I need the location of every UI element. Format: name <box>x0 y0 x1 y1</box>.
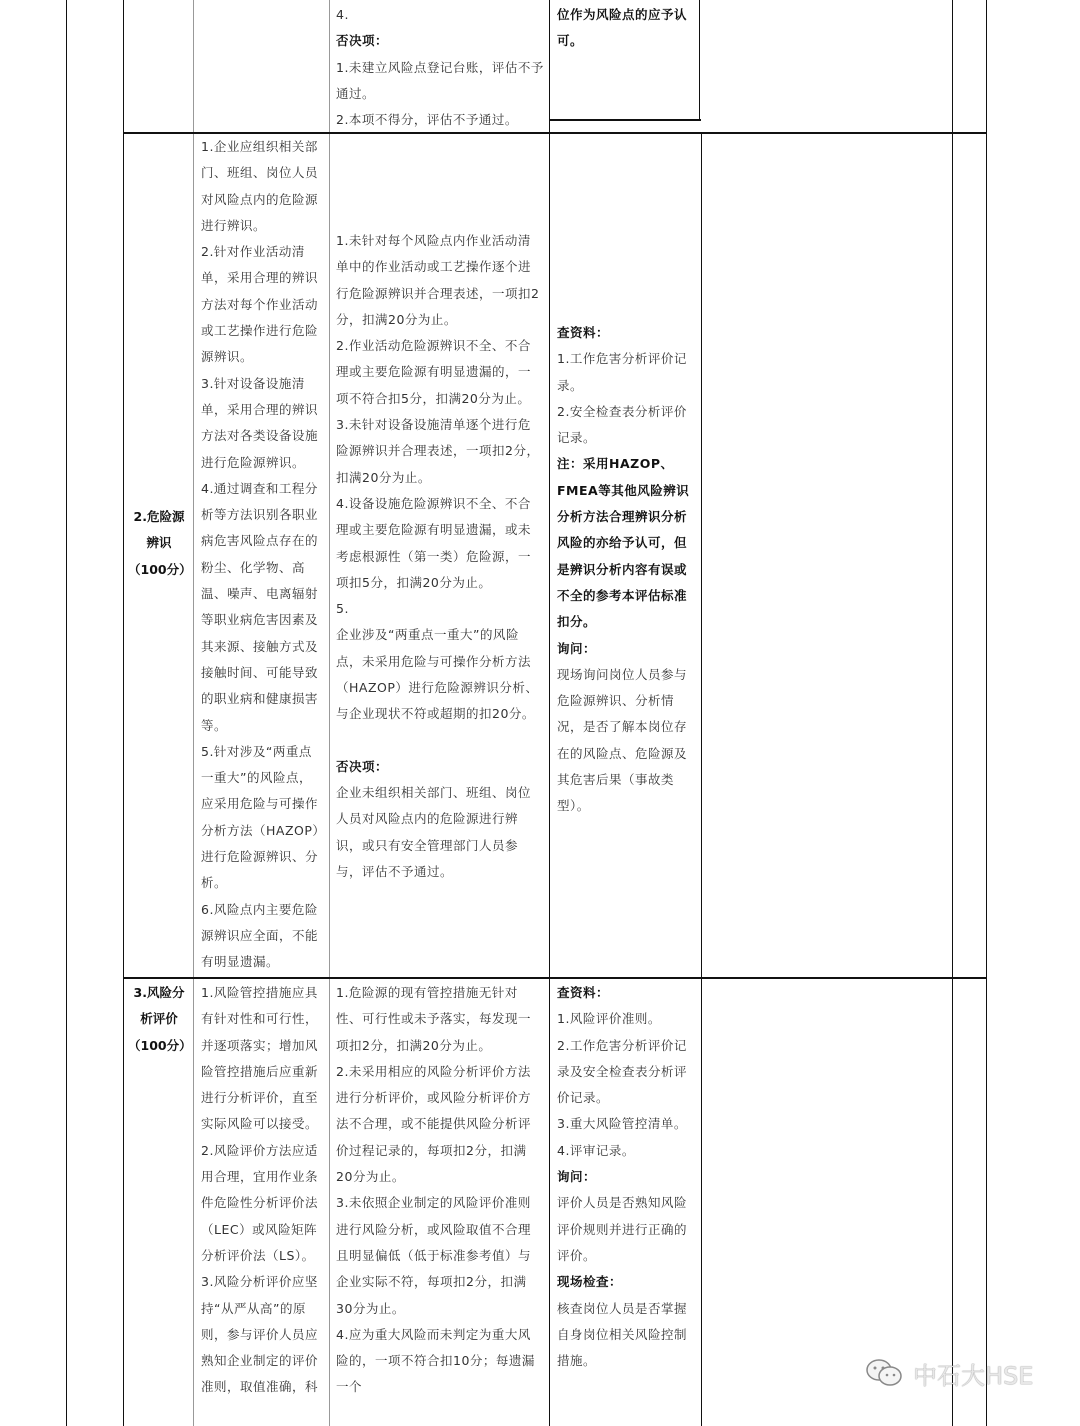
list-item: 1.企业应组织相关部门、班组、岗位人员对风险点内的危险源进行辨识。 <box>201 139 319 233</box>
section-title-hazard-identification: 2.危险源辨识（100分） <box>128 509 192 577</box>
list-item: 3.重大风险管控清单。 <box>557 1116 687 1132</box>
list-item: 企业涉及“两重点一重大”的风险点，未采用危险与可操作分析方法（HAZOP）进行危险源辨识分析、与企业现状不符或超期的扣20分。 <box>336 627 539 722</box>
row3-method <box>557 980 695 1374</box>
section-title-risk-assessment: 3.风险分析评价（100分） <box>128 985 192 1053</box>
list-item: 2.作业活动危险源辨识不全、不合理或主要危险源有明显遗漏的，一项不符合扣5分，扣满20分为止。 <box>336 338 532 406</box>
list-item: 2.针对作业活动清单，采用合理的辨识方法对每个作业活动或工艺操作进行危险源辨识。 <box>201 244 319 365</box>
list-item: 4.应为重大风险而未判定为重大风险的，一项不符合扣10分；每遗漏一个 <box>336 1326 535 1395</box>
method-note: 注：采用HAZOP、FMEA等其他风险辨识分析方法合理辨识分析风险的亦给予认可，但是辨识分析内容有误或不全的参考本评估标准扣分。 <box>557 456 690 630</box>
list-item: 3.针对设备设施清单，采用合理的辨识方法对各类设备设施进行危险源辨识。 <box>201 375 319 470</box>
method-label: 现场检查： <box>557 1274 623 1290</box>
wechat-icon <box>865 1358 903 1388</box>
list-item: 1.危险源的现有管控措施无针对性、可行性或未予落实，每发现一项扣2分，扣满20分为止。 <box>336 985 532 1053</box>
grid-line-v6b <box>699 0 700 120</box>
list-item: 1.未针对每个风险点内作业活动清单中的作业活动或工艺操作逐个进行危险源辨识并合理表述，一项扣2分，扣满20分为止。 <box>336 233 540 327</box>
list-item: 4.评审记录。 <box>557 1142 635 1158</box>
list-item: 4.通过调查和工程分析等方法识别各职业病危害风险点存在的粉尘、化学物、高温、噪声、电离辐射等职业病危害因素及其来源、接触方式及接触时间、可能导致的职业病和健康损害等。 <box>201 480 319 733</box>
list-item: 5. <box>336 601 349 617</box>
grid-line-v4 <box>329 0 330 1426</box>
veto-text: 企业未组织相关部门、班组、岗位人员对风险点内的危险源进行辨识，或只有安全管理部门人员参与，评估不予通过。 <box>336 784 532 879</box>
row2-method <box>557 320 695 820</box>
grid-line-v3 <box>193 0 194 1426</box>
list-item: 1.风险管控措施应具有针对性和可行性，并逐项落实；增加风险管控措施后应重新进行分析评价，直至实际风险可以接受。 <box>201 985 319 1132</box>
watermark <box>865 1355 1055 1391</box>
method-ask: 现场询问岗位人员参与危险源辨识、分析情况，是否了解本岗位存在的风险点、危险源及其危害后果（事故类型）。 <box>557 666 688 814</box>
grid-line-v2 <box>123 0 124 1426</box>
row-divider-top-method <box>549 119 701 121</box>
method-check: 核查岗位人员是否掌握自身岗位相关风险控制措施。 <box>557 1300 688 1369</box>
list-item: 4.设备设施危险源辨识不全、不合理或主要危险源有明显遗漏，或未考虑根源性（第一类）危险源，一项扣5分，扣满20分为止。 <box>336 495 532 590</box>
list-item: 2.工作危害分析评价记录及安全检查表分析评价记录。 <box>557 1037 688 1106</box>
row3-content <box>201 980 322 1401</box>
list-item: 3.未针对设备设施清单逐个进行危险源辨识并合理表述，一项扣2分，扣满20分为止。 <box>336 417 540 485</box>
watermark-text: 中石大HSE <box>913 1361 1034 1390</box>
veto-label: 否决项： <box>336 758 389 774</box>
row2-standard <box>336 228 542 885</box>
method-label: 查资料： <box>557 985 610 1000</box>
method-ask: 评价人员是否熟知风险评价规则并进行正确的评价。 <box>557 1195 688 1263</box>
list-item: 1.风险评价准则。 <box>557 1011 661 1027</box>
method-label: 询问： <box>557 1169 597 1185</box>
grid-line-v7 <box>952 0 953 1426</box>
list-item: 2.安全检查表分析评价记录。 <box>557 403 687 446</box>
list-item: 6.风险点内主要危险源辨识应全面，不能有明显遗漏。 <box>201 901 319 970</box>
list-item: 3.未依照企业制定的风险评价准则进行风险分析，或风险取值不合理且明显偏低（低于标准参考值）与企业实际不符，每项扣2分，扣满30分为止。 <box>336 1195 532 1316</box>
row2-content <box>201 134 322 976</box>
method-label: 查资料： <box>557 325 610 340</box>
grid-line-v8 <box>986 0 987 1426</box>
list-item: 2.未采用相应的风险分析评价方法进行分析评价，或风险分析评价方法不合理，或不能提供风险分析评价过程记录的，每项扣2分，扣满20分为止。 <box>336 1063 532 1185</box>
top-method-tail: 位作为风险点的应予认可。 <box>557 7 688 49</box>
list-item: 3.风险分析评价应坚持“从严从高”的原则，参与评价人员应熟知企业制定的评价准则，取值准确，科 <box>201 1274 319 1395</box>
list-item: 2.风险评价方法应适用合理，宜用作业条件危险性分析评价法（LEC）或风险矩阵分析评价法（LS）。 <box>201 1142 319 1263</box>
grid-line-v5 <box>549 0 550 1426</box>
list-item: 1.工作危害分析评价记录。 <box>557 351 687 393</box>
grid-line-v6 <box>701 132 702 1426</box>
method-label: 询问： <box>557 640 597 656</box>
top-standard-tail: 4. 否决项： 1.未建立风险点登记台账，评估不予通过。 2.本项不得分，评估不予通过。 <box>336 7 544 128</box>
grid-line-v1 <box>66 0 67 1426</box>
row3-standard <box>336 980 542 1401</box>
row-divider-2 <box>123 977 987 979</box>
list-item: 5.针对涉及“两重点一重大”的风险点，应采用危险与可操作分析方法（HAZOP）进行危险源辨识、分析。 <box>201 743 320 891</box>
